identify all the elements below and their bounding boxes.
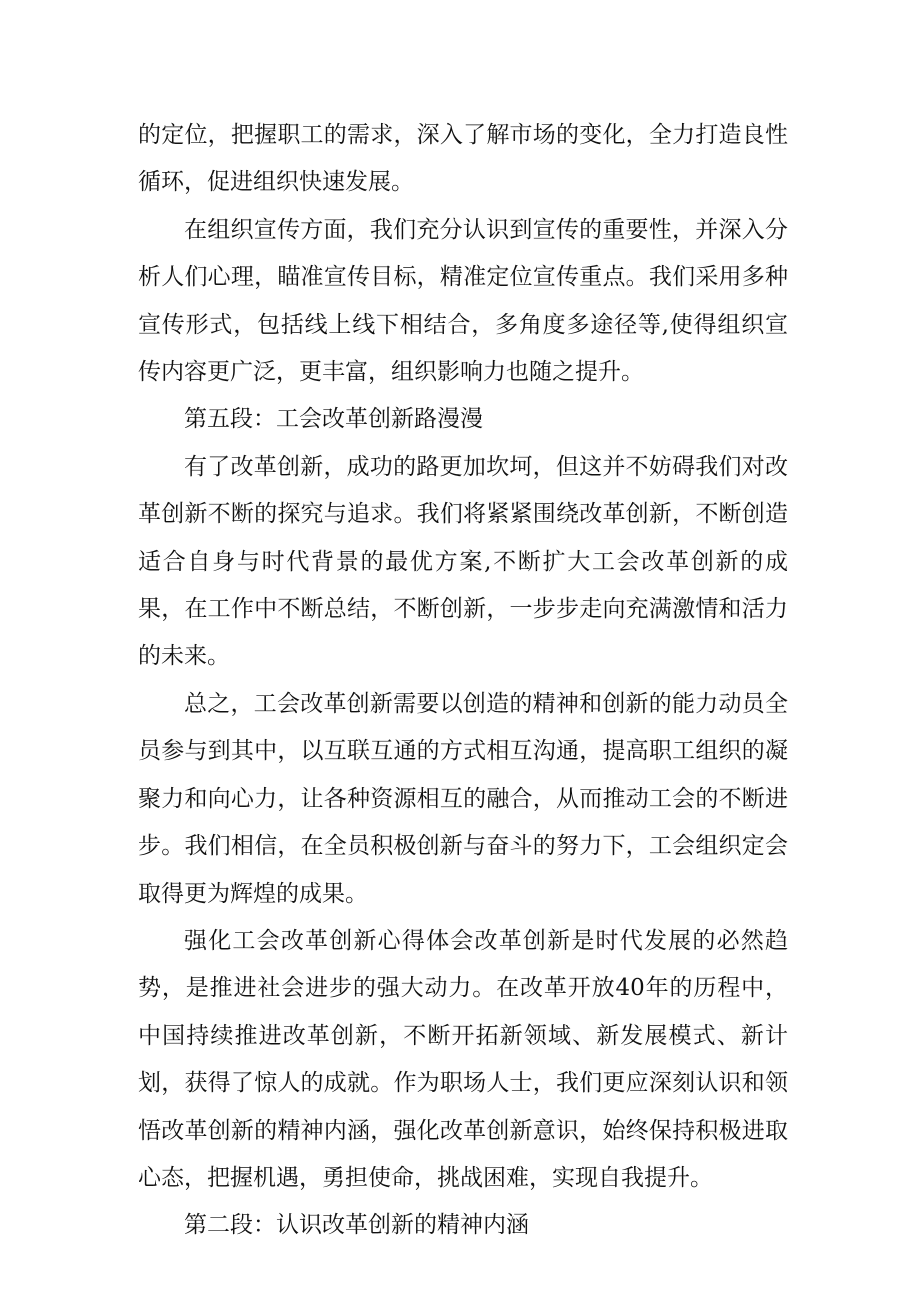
paragraph-reform-path: 有了改革创新，成功的路更加坎坷，但这并不妨碍我们对改革创新不断的探究与追求。我们将紧紧围绕改革创新，不断创造适合自身与时代背景的最优方案,不断扩大工会改革创新的成果，在工作中不断总结，不断创新，一步步走向充满激情和活力的未来。: [138, 453, 788, 670]
paragraph-strengthen-reform: 强化工会改革创新心得体会改革创新是时代发展的必然趋势，是推进社会进步的强大动力。在改革开放40年的历程中，中国持续推进改革创新，不断开拓新领域、新发展模式、新计划，获得了惊人的成就。作为职场人士，我们更应深刻认识和领悟改革创新的精神内涵，强化改革创新意识，始终保持积极进取心态，把握机遇，勇担使命，挑战困难，实现自我提升。: [138, 927, 788, 1191]
section-heading-2: 第二段：认识改革创新的精神内涵: [184, 1212, 529, 1239]
document-body: [138, 112, 788, 1250]
paragraph-conclusion: 总之，工会改革创新需要以创造的精神和创新的能力动员全员参与到其中，以互联互通的方式相互沟通，提高职工组织的凝聚力和向心力，让各种资源相互的融合，从而推动工会的不断进步。我们相信，在全员积极创新与奋斗的努力下，工会组织定会取得更为辉煌的成果。: [138, 690, 788, 907]
paragraph-continuation: 的定位，把握职工的需求，深入了解市场的变化，全力打造良性循环，促进组织快速发展。: [138, 122, 788, 196]
paragraph-publicity: 在组织宣传方面，我们充分认识到宣传的重要性，并深入分析人们心理，瞄准宣传目标，精准定位宣传重点。我们采用多种宣传形式，包括线上线下相结合，多角度多途径等,使得组织宣传内容更广泛，更丰富，组织影响力也随之提升。: [138, 216, 788, 386]
section-heading-5: 第五段：工会改革创新路漫漫: [184, 406, 483, 433]
